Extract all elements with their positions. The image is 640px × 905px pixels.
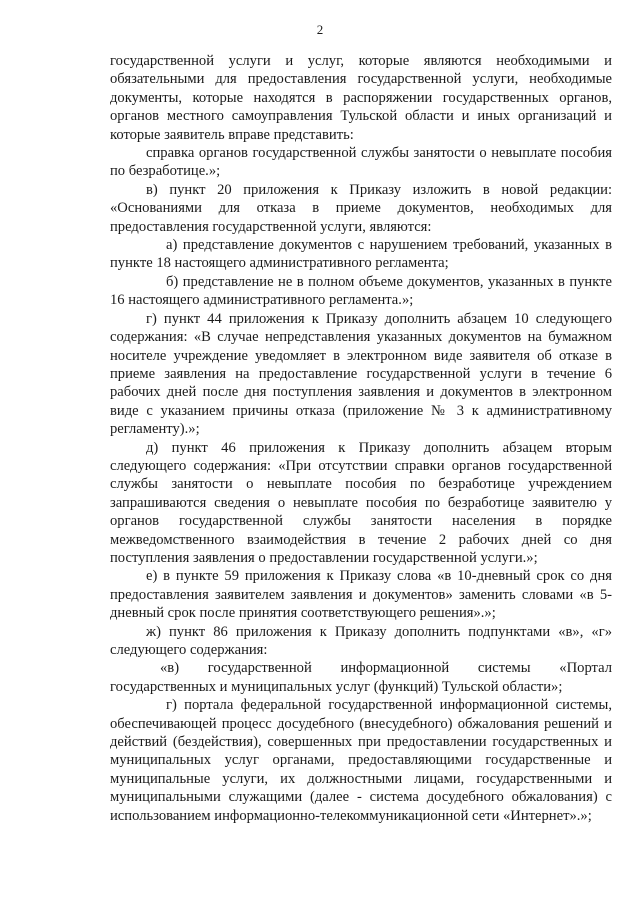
- paragraph-2: справка органов государственной службы занятости о невыплате пособия по безработице.»;: [110, 145, 612, 180]
- paragraph-6: г) пункт 44 приложения к Приказу дополнить абзацем 10 следующего содержания: «В случае непредставления указанных документов на бумажном носителе учреждение уведомляет в электронном виде заявителя об отказе в приеме заявления на предоставление государственной услуги в течение 6 рабочих дней после дня поступления заявления и документов в электронном виде с указанием причины отказа (приложение № 3 к административному регламенту).»;: [110, 310, 612, 438]
- paragraph-4: а) представление документов с нарушением требований, указанных в пункте 18 настоящего административного регламента;: [110, 237, 612, 272]
- paragraph-9: ж) пункт 86 приложения к Приказу дополнить подпунктами «в», «г» следующего содержания:: [110, 623, 612, 658]
- document-body: [110, 52, 612, 825]
- paragraph-5: б) представление не в полном объеме документов, указанных в пункте 16 настоящего административного регламента.»;: [110, 273, 612, 309]
- paragraph-8: е) в пункте 59 приложения к Приказу слова «в 10-дневный срок со дня предоставления заявителем заявления и документов» заменить словами «в 5-дневный срок после принятия соответствующего решения».»;: [110, 568, 612, 622]
- paragraph-3: в) пункт 20 приложения к Приказу изложить в новой редакции: «Основаниями для отказа в приеме документов, необходимых для предоставления государственной услуги, являются:: [110, 181, 612, 235]
- paragraph-1: государственной услуги и услуг, которые являются необходимыми и обязательными для предоставления государственной услуги, необходимые документы, которые находятся в распоряжении государственных органов, органов местного самоуправления Тульской области и иных организаций и которые заявитель вправе представить:: [110, 53, 612, 143]
- paragraph-7: д) пункт 46 приложения к Приказу дополнить абзацем вторым следующего содержания: «При отсутствии справки органов государственной службы занятости о невыплате пособия по безработице учреждением запрашиваются сведения о невыплате пособия по безработице заявителю у органов государственной службы занятости населения в порядке межведомственного взаимодействия в течение 2 рабочих дней со дня поступления заявления о предоставлении государственной услуги.»;: [110, 439, 612, 566]
- paragraph-10: «в) государственной информационной системы «Портал государственных и муниципальных услуг (функций) Тульской области»;: [110, 660, 612, 695]
- paragraph-11: г) портала федеральной государственной информационной системы, обеспечивающей процесс досудебного (внесудебного) обжалования решений и действий (бездействия), совершенных при предоставлении государственных и муниципальных услуг органами, предоставляющими государственные и муниципальные услуги, их должностными лицами, государственными и муниципальными служащими (далее - система досудебного обжалования) с использованием информационно-телекоммуникационной сети «Интернет».»;: [110, 697, 612, 824]
- page-number: 2: [316, 22, 324, 37]
